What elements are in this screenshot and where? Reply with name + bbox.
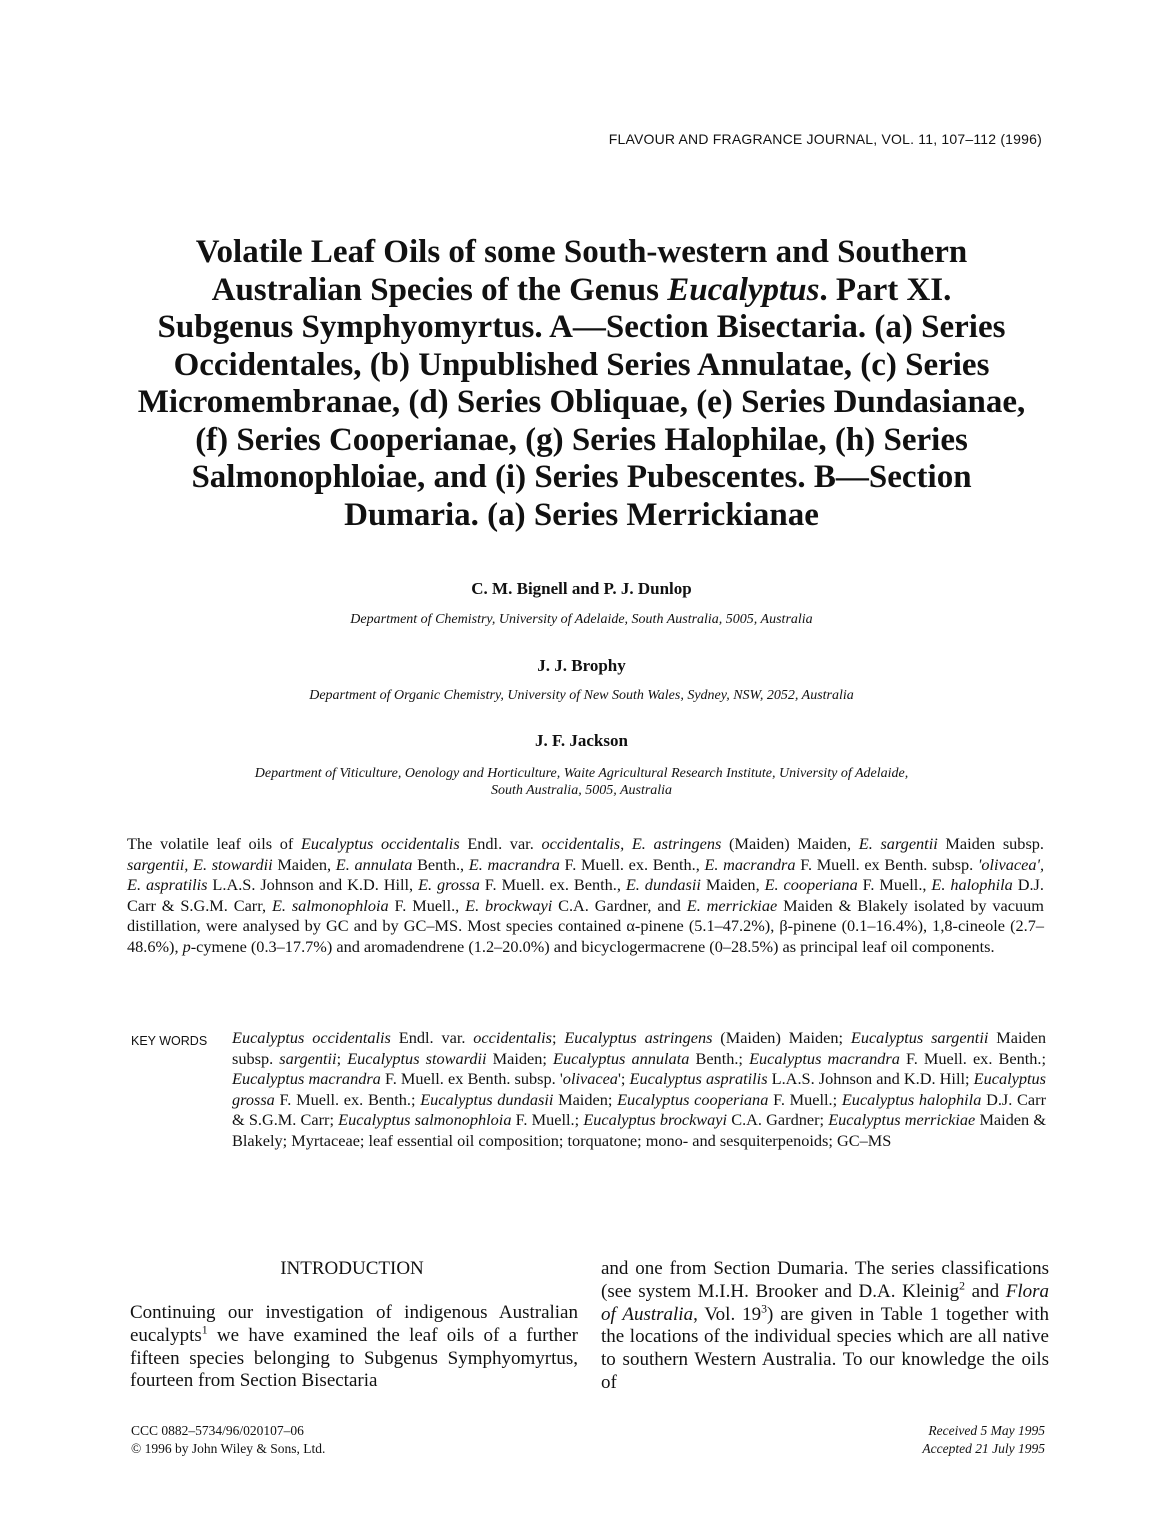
section-heading: INTRODUCTION [280,1258,424,1279]
journal-header: FLAVOUR AND FRAGRANCE JOURNAL, VOL. 11, 107–112 (1996) [608,131,1042,147]
author-names: J. J. Brophy [537,656,626,675]
title-line: Volatile Leaf Oils of some South-western and Southern [195,234,968,270]
paper-title [110,234,1053,534]
title-line: Salmonophloiae, and (i) Series Pubescentes. B—Section [191,459,972,495]
abstract: The volatile leaf oils of Eucalyptus occidentalis Endl. var. occidentalis, E. astringens (Maiden) Maiden, E. sargentii Maiden subsp. sargentii, E. stowardii Maiden, E. annulata Benth., E. macrandra F. Muell. ex. Benth., E. macrandra F. Muell. ex Benth. subsp. 'olivacea', E. aspratilis L.A.S. Johnson and K.D. Hill, E. grossa F. Muell. ex. Benth., E. dundasii Maiden, E. cooperiana F. Muell., E. halophila D.J. Carr & S.G.M. Carr, E. salmonophloia F. Muell., E. brockwayi C.A. Gardner, and E. merrickiae Maiden & Blakely isolated by vacuum distillation, were analysed by GC and by GC–MS. Most species contained α-pinene (5.1–47.2%), β-pinene (0.1–16.4%), 1,8-cineole (2.7–48.6%), p-cymene (0.3–17.7%) and aromadendrene (1.2–20.0%) and bicyclogermacrene (0–28.5%) as principal leaf oil components. [127,834,1045,956]
title-line: Dumaria. (a) Series Merrickianae [344,496,819,533]
author-affiliation: Department of Organic Chemistry, University of New South Wales, Sydney, NSW, 2052, Australia [309,688,854,703]
received-date: Received 5 May 1995 [928,1423,1045,1438]
title-line: (f) Series Cooperianae, (g) Series Halophilae, (h) Series [195,421,968,458]
title-line: Australian Species of the Genus Eucalyptus. Part XI. [211,271,952,308]
intro-paragraph-left: Continuing our investigation of indigenous Australian eucalypts$^1$ we have examined the leaf oils of a further fifteen species belonging to Subgenus Symphyomyrtus, fourteen from Section Bisectaria [130,1302,578,1392]
keywords-label: KEY WORDS [131,1034,208,1048]
footer-dates [800,1422,1045,1458]
keywords: Eucalyptus occidentalis Endl. var. occidentalis; Eucalyptus astringens (Maiden) Maiden; Eucalyptus sargentii Maiden subsp. sargentii; Eucalyptus stowardii Maiden; Eucalyptus annulata Benth.; Eucalyptus macrandra F. Muell. ex. Benth.; Eucalyptus macrandra F. Muell. ex Benth. subsp. 'olivacea'; Eucalyptus aspratilis L.A.S. Johnson and K.D. Hill; Eucalyptus grossa F. Muell. ex. Benth.; Eucalyptus dundasii Maiden; Eucalyptus cooperiana F. Muell.; Eucalyptus halophila D.J. Carr & S.G.M. Carr; Eucalyptus salmonophloia F. Muell.; Eucalyptus brockwayi C.A. Gardner; Eucalyptus merrickiae Maiden & Blakely; Myrtaceae; leaf essential oil composition; torquatone; mono- and sesquiterpenoids; GC–MS [232,1028,1047,1150]
title-line: Occidentales, (b) Unpublished Series Annulatae, (c) Series [173,346,990,383]
intro-paragraph-right: and one from Section Dumaria. The series classifications (see system M.I.H. Brooker and D.A. Kleinig$^2$ and Flora of Australia, Vol. $19^3$) are given in Table 1 together with the locations of the individual species which are all native to southern Western Australia. To our knowledge the oils of [601,1258,1049,1393]
author-affiliation: Department of Viticulture, Oenology and Horticulture, Waite Agricultural Research Institute, University of Adelaide, [254,766,909,781]
author-names: J. F. Jackson [535,731,628,750]
author-affiliation: South Australia, 5005, Australia [490,783,673,798]
title-line: Subgenus Symphyomyrtus. A—Section Bisectaria. (a) Series [157,309,1006,345]
copyright-line: © 1996 by John Wiley & Sons, Ltd. [131,1441,326,1456]
title-line: Micromembranae, (d) Series Obliquae, (e) Series Dundasianae, [137,384,1026,420]
author-affiliation: Department of Chemistry, University of Adelaide, South Australia, 5005, Australia [350,612,813,627]
footer-copyright [131,1422,325,1458]
ccc-code: CCC 0882–5734/96/020107–06 [131,1423,304,1438]
accepted-date: Accepted 21 July 1995 [922,1441,1045,1456]
author-names: C. M. Bignell and P. J. Dunlop [471,579,692,598]
